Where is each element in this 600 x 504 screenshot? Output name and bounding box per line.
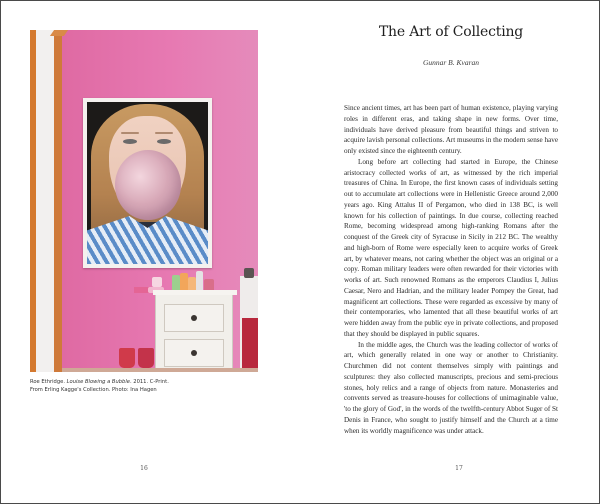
paragraph-2: Long before art collecting had started in Europe, the Chinese aristocracy collected works of art, as witnessed by the rich imperial treasures of China. In Europe, the first known cases of individuals setting out to accumulate art collections were in Hellenistic Greece around 2,000 years ago. King Attalus II of Pergamon, who died in 138 BC, is well known for his collection of paintings. In due course, collecting reached Rome, becoming widespread among high-ranking Romans after the conquest of the Greek city of Syracuse in Sicily in 212 BC. The wealthy and high-born of Rome were especially keen to acquire works of Greek art, by whatever means, not caring whether the object was an original or a copy. Roman military leaders were often rewarded for their victories with works of art. Such renowned Romans as the emperors Claudius I, Julius Caesar, Nero and Hadrian, and the military leader Pompey the Great, had magnificent art collections. These were regarded as excessive by many of their contemporaries, who lamented that all these beautiful works of art were hidden away from the public eye in private collections, and proposed that they should be displayed in public squares. <box>344 157 558 338</box>
portrait-eye <box>157 139 171 144</box>
drawer-knob <box>191 350 197 356</box>
dresser-drawer <box>164 304 224 332</box>
chapter-title: The Art of Collecting <box>378 24 524 40</box>
floor <box>62 368 258 372</box>
portrait-image <box>87 102 208 264</box>
portrait-eyebrow <box>155 132 173 134</box>
page-number-right: 17 <box>455 465 463 472</box>
bubblegum-bubble <box>115 150 181 220</box>
paragraph-1: Since ancient times, art has been part of human existence, playing varying roles in different eras, and taking shape in new forms. Over time, individuals have derived pleasure from beautiful things and striven to acquire lavish personal collections. Art museums in the modern sense have only existed since the eighteenth century. <box>344 104 558 155</box>
dresser-drawer <box>164 339 224 367</box>
paragraph-3: In the middle ages, the Church was the leading collector of works of art, which generally related in one way or another to Christianity. Churchmen did not content themselves simply with paintings and sculptures: they also collected manuscripts, precious and semi-precious stones, holy relics and a range of objects from nature. Monasteries and convents served as treasure-houses for collections of unimaginable value, 'to the glory of God', in the words of the twelfth-century Abbot Suger of St Denis in France, who sought to justify himself and the Church at a time when its worldly magnificence was under attack. <box>344 340 558 435</box>
photo-caption <box>30 378 270 394</box>
portrait-eyebrow <box>121 132 139 134</box>
body-text <box>344 103 558 436</box>
desk-gadget <box>244 268 254 278</box>
drawer-knob <box>191 315 197 321</box>
red-bucket <box>119 348 135 368</box>
portrait-eye <box>123 139 137 144</box>
right-page <box>301 1 600 503</box>
toiletry-bottles <box>148 263 228 293</box>
caption-line-2: From Erling Kagge's Collection. Photo: Ina Hagen <box>30 387 157 393</box>
page-number-left: 16 <box>140 465 148 472</box>
white-dresser <box>155 293 233 372</box>
caption-line-1: Roe Ethridge. Louise Blowing a Bubble. 2011. C-Print. <box>30 379 169 385</box>
author-name: Gunnar B. Kvaran <box>422 58 480 67</box>
artwork-title: Louise Blowing a Bubble <box>66 379 130 385</box>
door-frame-inner <box>54 30 62 372</box>
left-page <box>1 1 301 503</box>
red-bucket <box>138 348 154 368</box>
framed-portrait <box>83 98 212 268</box>
artwork-photo <box>30 30 258 372</box>
door-panel <box>36 30 54 372</box>
red-cabinet <box>242 318 258 372</box>
